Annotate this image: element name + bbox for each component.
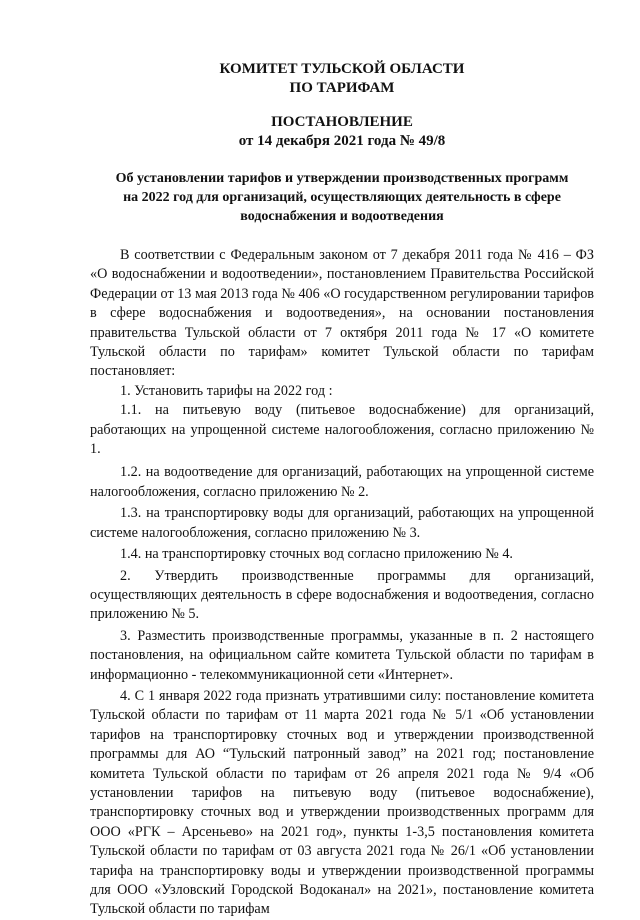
decree-title: ПОСТАНОВЛЕНИЕ bbox=[271, 114, 413, 130]
organization-header bbox=[90, 60, 594, 98]
item-2: 2. Утвердить производственные программы для организаций, осуществляющих деятельность в сфере водоснабжения и водоотведения, согласно приложению № 5. bbox=[90, 567, 594, 623]
preamble-paragraph: В соответствии с Федеральным законом от 7 декабря 2011 года № 416 – ФЗ «О водоснабжении и водоотведении», постановлением Правительства Российской Федерации от 13 мая 2013 года № 406 «О государственном регулировании тарифов в сфере водоснабжения и водоотведения», на основании постановления правительства Тульской области от 7 октября 2011 года № 17 «О комитете Тульской области по тарифам» комитет Тульской области по тарифам постановляет: bbox=[90, 247, 594, 380]
item-3: 3. Разместить производственные программы, указанные в п. 2 настоящего постановления, на официальном сайте комитета Тульской области по тарифам в информационно - телекоммуникационной сети «Интернет». bbox=[90, 627, 594, 683]
decree-date-number: от 14 декабря 2021 года № 49/8 bbox=[238, 133, 446, 149]
decree-heading bbox=[90, 113, 594, 151]
item-1-2: 1.2. на водоотведение для организаций, работающих на упрощенной системе налогообложения, согласно приложению № 2. bbox=[90, 464, 594, 500]
decree-subject bbox=[90, 169, 594, 226]
item-1-4: 1.4. на транспортировку сточных вод согласно приложению № 4. bbox=[120, 546, 513, 563]
subject-line1: Об установлении тарифов и утверждении производственных программ bbox=[115, 171, 569, 186]
item-1-3: 1.3. на транспортировку воды для организаций, работающих на упрощенной системе налогообложения, согласно приложению № 3. bbox=[90, 505, 594, 541]
item-1-1: 1.1. на питьевую воду (питьевое водоснабжение) для организаций, работающих на упрощенной системе налогообложения, согласно приложению № 1. bbox=[90, 402, 594, 458]
organization-name-line1: КОМИТЕТ ТУЛЬСКОЙ ОБЛАСТИ bbox=[219, 61, 465, 77]
item-1: 1. Установить тарифы на 2022 год : bbox=[120, 382, 333, 399]
document-page bbox=[90, 60, 594, 920]
subject-line2: на 2022 год для организаций, осуществляющих деятельность в сфере bbox=[123, 190, 561, 205]
subject-line3: водоснабжения и водоотведения bbox=[240, 209, 444, 224]
decree-body bbox=[90, 246, 594, 920]
organization-name-line2: ПО ТАРИФАМ bbox=[289, 80, 395, 96]
item-4: 4. С 1 января 2022 года признать утратившими силу: постановление комитета Тульской области по тарифам от 11 марта 2021 года № 5/1 «Об установлении тарифов на транспортировку сточных вод и утверждении производственной программы для АО “Тульский патронный завод” на 2021 год; постановление комитета Тульской области по тарифам от 26 апреля 2021 года № 9/4 «Об установлении тарифов на питьевую воду (питьевое водоснабжение), транспортировку сточных вод и утверждении производственных программ для ООО «РГК – Арсеньево» на 2021 год», пункты 1-3,5 постановления комитета Тульской области по тарифам от 03 августа 2021 года № 26/1 «Об установлении тарифа на транспортировку воды и утверждении производственной программы для ООО «Узловский Городской Водоканал» на 2021», постановление комитета Тульской области по тарифам bbox=[90, 687, 594, 918]
